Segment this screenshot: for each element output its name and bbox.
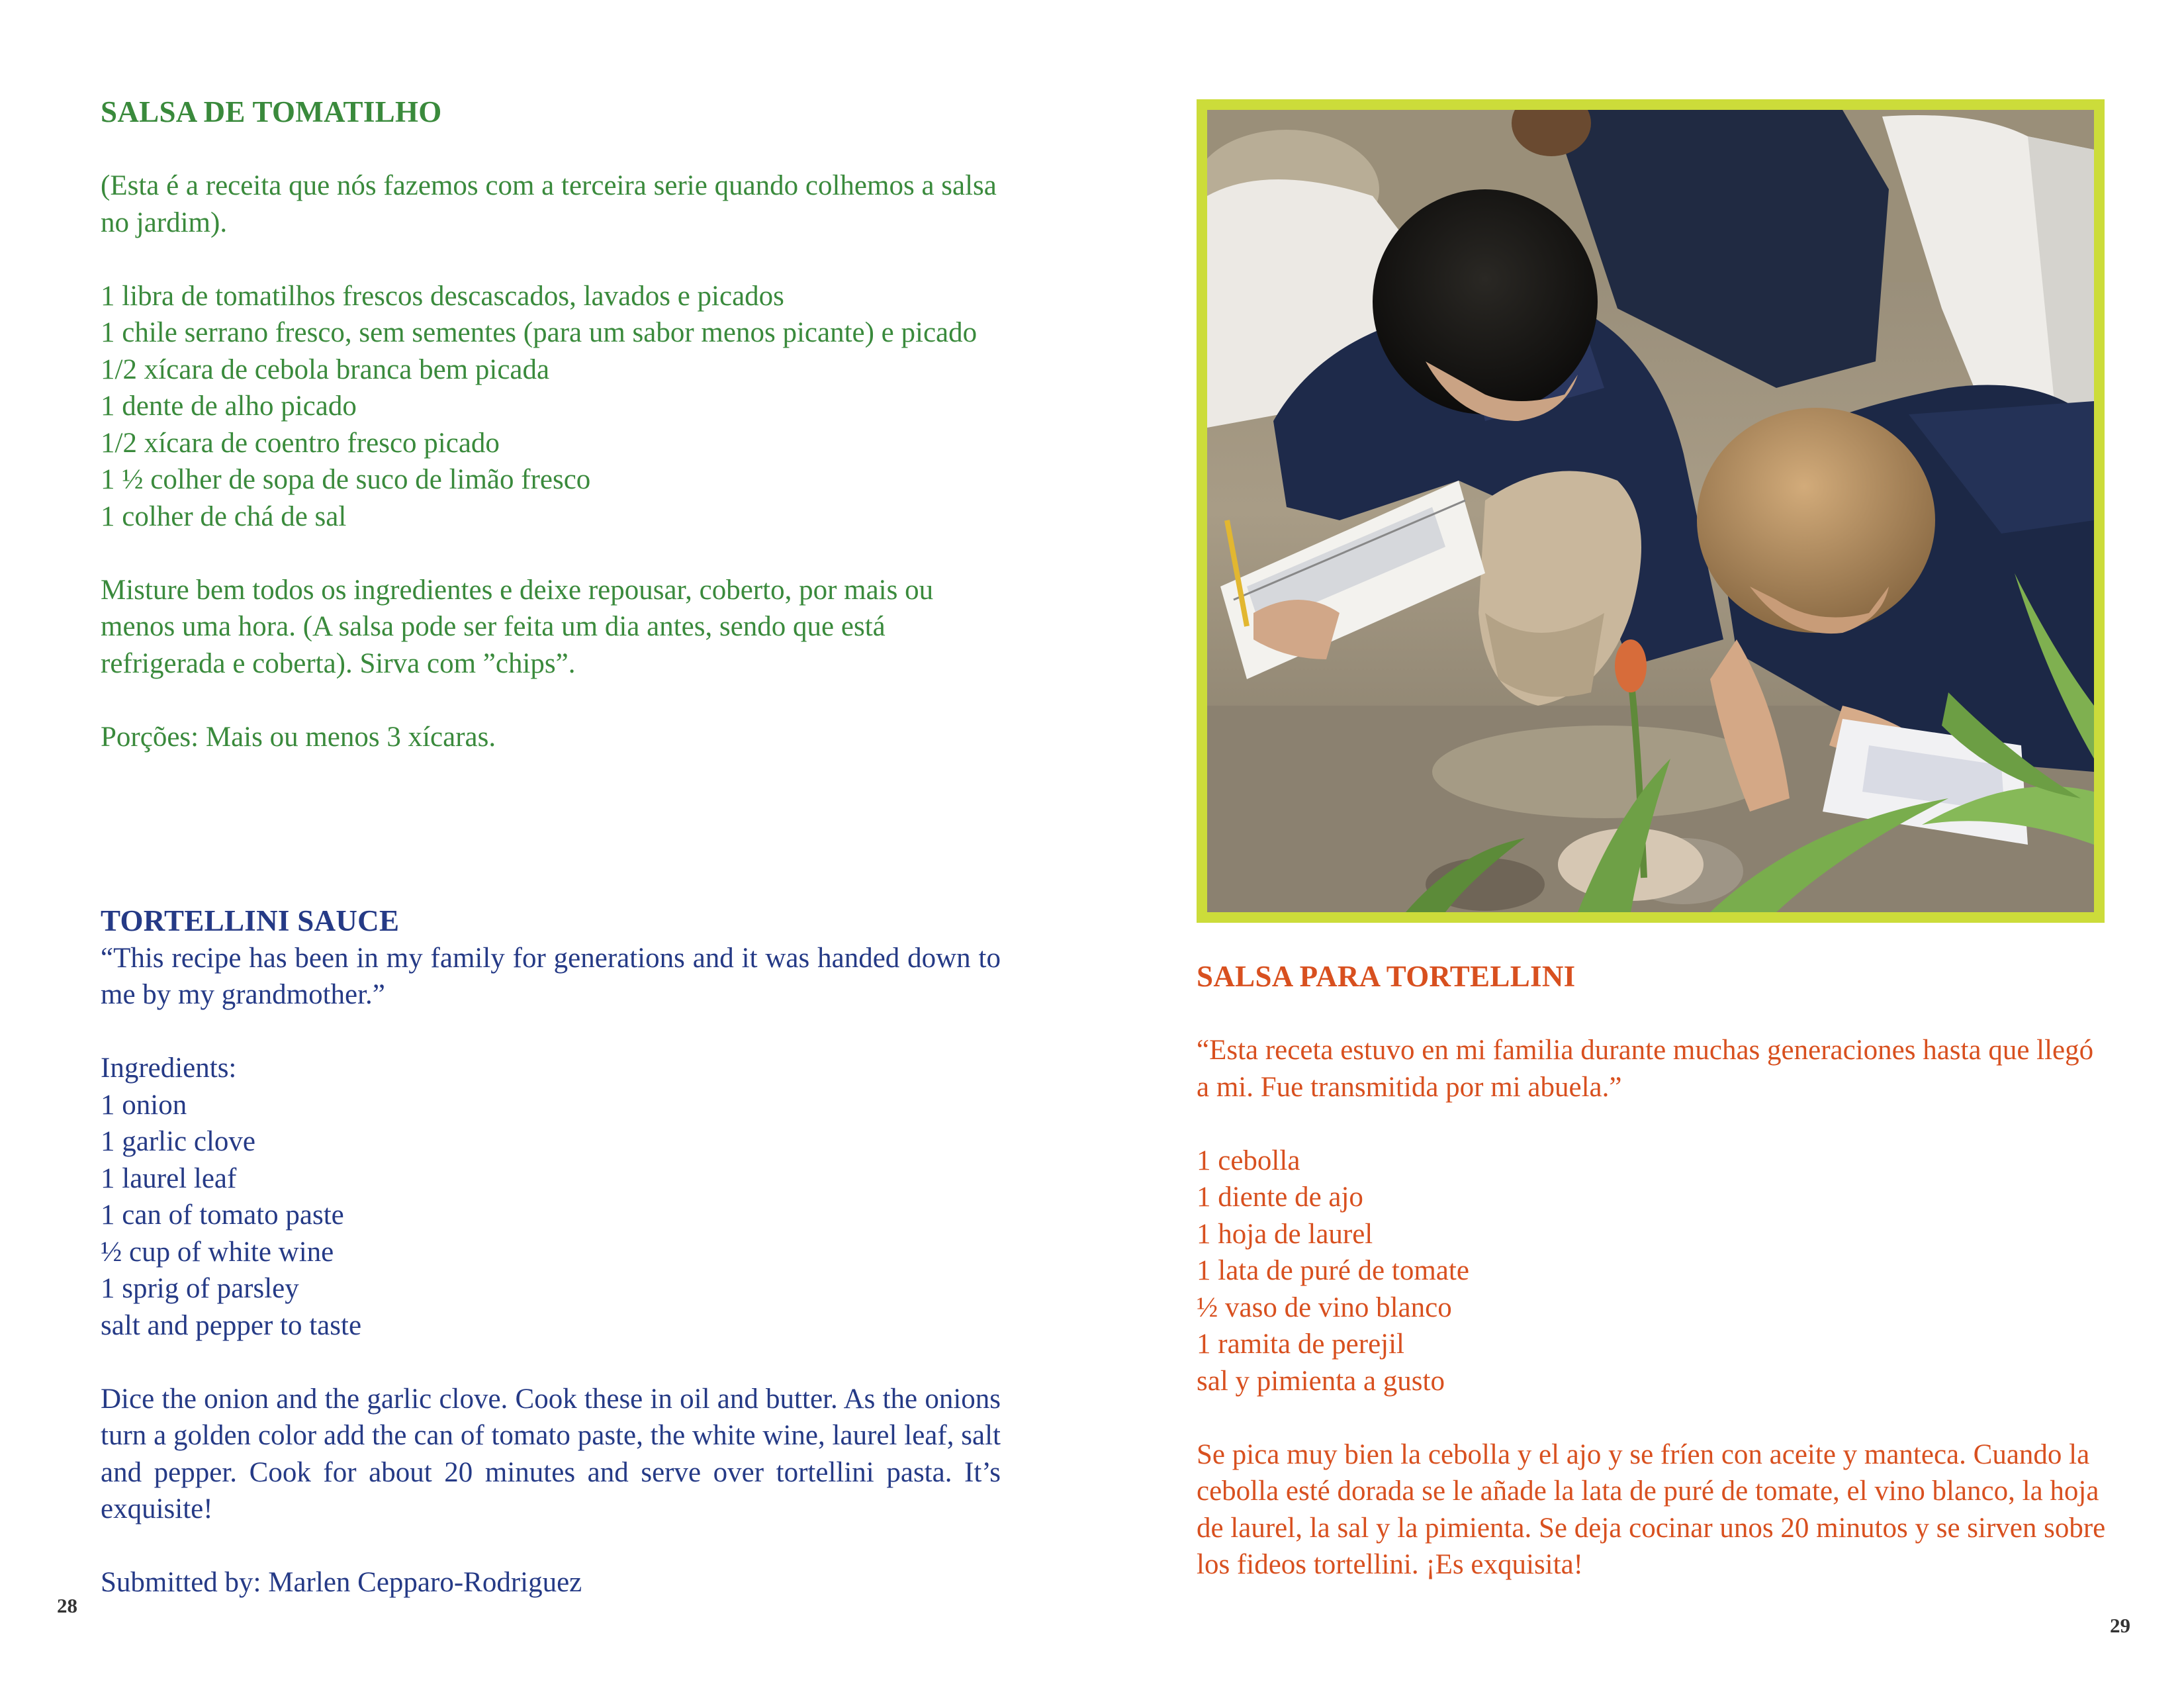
page-number-right: 29 bbox=[2110, 1614, 2130, 1637]
ingredient-item: 1 libra de tomatilhos frescos descascados, lavados e picados bbox=[101, 280, 784, 312]
salsa-tortellini-instructions: Se pica muy bien la cebolla y el ajo y se fríen con aceite y manteca. Cuando la cebolla esté dorada se le añade la lata de puré de tomate, el vino blanco, la hoja de laurel, la sal y la pimienta. Se deja cocinar unos 20 minutos y se sirven sobre los fideos tortellini. ¡Es exquisita! bbox=[1197, 1438, 2106, 1580]
salsa-tomatilho-recipe bbox=[101, 94, 1001, 755]
tortellini-sauce-recipe bbox=[101, 903, 1001, 1601]
ingredient-item: 1 lata de puré de tomate bbox=[1197, 1255, 1469, 1286]
ingredient-item: 1 hoja de laurel bbox=[1197, 1218, 1373, 1250]
page-number-left: 28 bbox=[57, 1594, 77, 1617]
salsa-tortellini-quote: “Esta receta estuvo en mi familia durante muchas generaciones hasta que llegó a mi. Fue transmitida por mi abuela.” bbox=[1197, 1035, 2094, 1103]
tortellini-sauce-submitter: Submitted by: Marlen Cepparo-Rodriguez bbox=[101, 1567, 582, 1598]
ingredient-item: 1 colher de chá de sal bbox=[101, 500, 347, 532]
ingredient-item: sal y pimienta a gusto bbox=[1197, 1365, 1445, 1397]
ingredient-item: 1 ramita de perejil bbox=[1197, 1329, 1404, 1360]
ingredient-item: ½ vaso de vino blanco bbox=[1197, 1291, 1452, 1323]
salsa-tomatilho-intro: (Esta é a receita que nós fazemos com a terceira serie quando colhemos a salsa no jardim). bbox=[101, 170, 997, 238]
ingredient-item: salt and pepper to taste bbox=[101, 1309, 362, 1341]
ingredient-item: 1 onion bbox=[101, 1089, 187, 1121]
tortellini-sauce-ingredients bbox=[101, 1087, 1001, 1344]
ingredient-item: 1 dente de alho picado bbox=[101, 391, 357, 422]
salsa-tomatilho-ingredients bbox=[101, 278, 1001, 536]
salsa-tortellini-recipe bbox=[1197, 959, 2110, 1583]
tortellini-sauce-instructions: Dice the onion and the garlic clove. Cook these in oil and butter. As the onions turn a golden color add the can of tomato paste, the white wine, laurel leaf, salt and pepper. Cook for about 20 minutes and serve over tortellini pasta. It’s exquisite! bbox=[101, 1383, 1001, 1524]
salsa-tomatilho-servings: Porções: Mais ou menos 3 xícaras. bbox=[101, 721, 496, 753]
salsa-tortellini-ingredients bbox=[1197, 1143, 2110, 1400]
ingredient-item: 1 cebolla bbox=[1197, 1145, 1300, 1176]
ingredients-label: Ingredients: bbox=[101, 1053, 237, 1084]
right-page bbox=[1092, 0, 2184, 1688]
ingredient-item: 1 sprig of parsley bbox=[101, 1273, 299, 1304]
tortellini-sauce-title: TORTELLINI SAUCE bbox=[101, 904, 400, 937]
ingredient-item: 1/2 xícara de cebola branca bem picada bbox=[101, 353, 550, 385]
ingredient-item: 1 ½ colher de sopa de suco de limão fresco bbox=[101, 464, 591, 495]
ingredient-item: 1 can of tomato paste bbox=[101, 1199, 344, 1231]
ingredient-item: ½ cup of white wine bbox=[101, 1236, 334, 1268]
ingredient-item: 1 laurel leaf bbox=[101, 1162, 237, 1194]
ingredient-item: 1 diente de ajo bbox=[1197, 1182, 1363, 1213]
salsa-tomatilho-title: SALSA DE TOMATILHO bbox=[101, 95, 442, 128]
tortellini-sauce-quote: “This recipe has been in my family for generations and it was handed down to me by my grandmother.” bbox=[101, 942, 1001, 1010]
salsa-tomatilho-instructions: Misture bem todos os ingredientes e deixe repousar, coberto, por mais ou menos uma hora. (A salsa pode ser feita um dia antes, sendo que está refrigerada e coberta). Sirva com ”chips”. bbox=[101, 574, 934, 679]
ingredient-item: 1 chile serrano fresco, sem sementes (para um sabor menos picante) e picado bbox=[101, 317, 978, 348]
salsa-tortellini-title: SALSA PARA TORTELLINI bbox=[1197, 960, 1576, 993]
ingredient-item: 1/2 xícara de coentro fresco picado bbox=[101, 427, 500, 459]
ingredient-item: 1 garlic clove bbox=[101, 1126, 256, 1157]
